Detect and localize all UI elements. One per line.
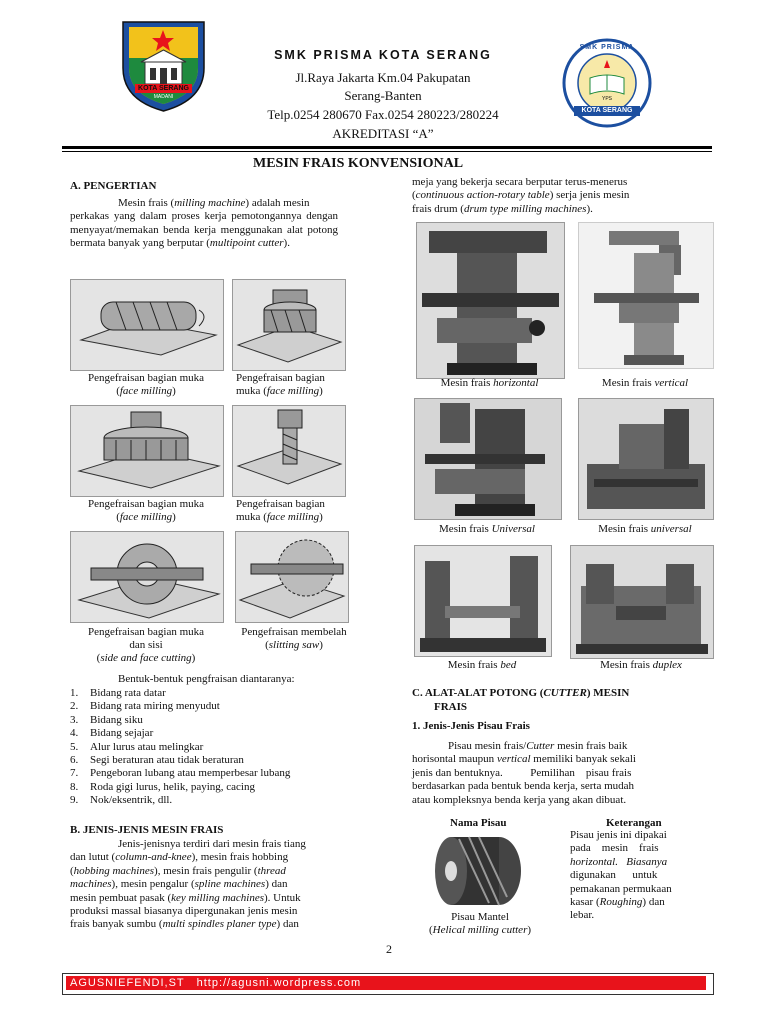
figure-caption	[236, 498, 346, 524]
caption-italic: face milling	[266, 511, 320, 523]
footer-text: AGUSNIEFENDI,ST http://agusni.wordpress.com	[70, 977, 362, 989]
left-logo-banner: KOTA SERANG	[135, 84, 192, 93]
figure-caption: Pengefraisan bagian muka (face milling)	[66, 372, 226, 398]
heading-text: FRAIS	[434, 701, 468, 713]
caption-text: muka (	[236, 511, 267, 523]
photo-bed-milling-machine	[414, 545, 552, 657]
list-item: 8. Roda gigi lurus, helik, paying, cacing	[70, 780, 255, 793]
list-item-text: Alur lurus atau melingkar	[90, 740, 204, 753]
list-item: 7. Pengeboran lubang atau memperbesar lubang	[70, 767, 291, 780]
right-logo-banner: KOTA SERANG	[574, 106, 640, 116]
machine-caption	[570, 659, 712, 672]
figure-face-milling-3	[70, 405, 224, 497]
page-number: 2	[386, 942, 392, 956]
para-italic: machines	[70, 878, 112, 891]
para-italic: continuous action-rotary table	[415, 189, 550, 202]
machine-caption	[578, 523, 712, 536]
heading-italic: CUTTER	[543, 687, 587, 699]
caption-line: Pengefraisan bagian	[236, 498, 325, 510]
right-logo-ring-text: SMK PRISMA	[579, 44, 635, 51]
list-item-text: Bidang rata miring menyudut	[90, 700, 220, 713]
list-item: 5. Alur lurus atau melingkar	[70, 740, 204, 753]
machine-caption	[578, 377, 712, 390]
figure-face-milling-2	[232, 279, 346, 371]
figure-side-face-cutting	[70, 531, 224, 623]
para-text: lebar.	[570, 909, 595, 922]
caption-text: Mesin frais	[447, 659, 501, 671]
para-text: ).	[586, 202, 593, 215]
caption-text: )	[319, 385, 323, 397]
figure-end-milling	[232, 405, 346, 497]
section-c-heading	[412, 686, 629, 714]
para-text: mesin frais baik	[554, 740, 628, 752]
list-item-text: Roda gigi lurus, helik, paying, cacing	[90, 780, 255, 793]
para-text: dan lutut (	[70, 851, 116, 864]
para-text: (	[412, 189, 416, 202]
list-item: 9. Nok/eksentrik, dll.	[70, 794, 173, 807]
section-c-paragraph	[412, 740, 712, 807]
photo-duplex-milling-machine	[570, 545, 714, 659]
caption-italic: side and face cutting	[100, 652, 192, 664]
para-text: ), mesin frais pengulir (	[154, 864, 258, 877]
caption-italic: slitting saw	[268, 639, 320, 651]
para-text: jenis dan bentuknya. Pemilihan pisau frais	[412, 766, 632, 779]
page-title: MESIN FRAIS KONVENSIONAL	[253, 156, 464, 171]
section-b-paragraph	[70, 838, 345, 932]
para-italic: column-and-knee	[115, 851, 192, 864]
machine-caption	[414, 523, 560, 536]
para-text: Jenis-jenisnya terdiri dari mesin frais tiang	[118, 838, 306, 850]
heading-text: ) MESIN	[586, 687, 630, 699]
para-italic: key milling machines	[171, 891, 264, 904]
list-item-text: Segi beraturan atau tidak beraturan	[90, 754, 244, 767]
column-header-keterangan: Keterangan	[606, 817, 662, 829]
section-b-heading: B. JENIS-JENIS MESIN FRAIS	[70, 824, 224, 836]
para-text: ).	[283, 237, 290, 250]
caption-line: Pengefraisan membelah	[241, 626, 347, 638]
para-text: ) dan	[276, 918, 299, 931]
phone-line: Telp.0254 280670 Fax.0254 280223/280224	[267, 107, 499, 122]
para-text: pemakanan permukaan	[570, 882, 672, 895]
list-item-text: Bidang rata datar	[90, 687, 166, 699]
section-c-subheading: 1. Jenis-Jenis Pisau Frais	[412, 720, 530, 732]
para-italic: milling machine	[174, 197, 246, 209]
header-rule-thick	[62, 146, 712, 149]
para-text: ) dan	[265, 878, 288, 891]
para-text: berdasarkan pada bentuk benda kerja, serta mudah	[412, 780, 635, 793]
address-line-1: Jl.Raya Jakarta Km.04 Pakupatan	[295, 70, 471, 85]
para-italic: hobbing machines	[73, 864, 155, 877]
section-a-paragraph	[70, 197, 338, 251]
list-item: 1. Bidang rata datar	[70, 687, 166, 699]
caption-italic: face milling	[266, 385, 320, 397]
caption-line: dan sisi	[129, 639, 163, 651]
photo-vertical-milling-machine	[578, 222, 714, 369]
para-text: meja yang bekerja secara berputar terus-menerus	[412, 176, 628, 188]
left-logo	[117, 18, 210, 113]
caption-line: Pisau Mantel	[451, 911, 509, 923]
caption-text: Mesin frais	[600, 659, 653, 671]
para-text: frais banyak sumbu (	[70, 918, 163, 931]
list-item: 3. Bidang siku	[70, 713, 143, 726]
para-italic: vertical	[496, 753, 531, 766]
photo-universal-milling-machine-1	[414, 398, 562, 520]
figure-caption: Pengefraisan membelah (slitting saw)	[228, 626, 360, 652]
photo-universal-milling-machine-2	[578, 398, 714, 520]
list-item-text: Nok/eksentrik, dll.	[90, 794, 173, 807]
caption-text: )	[319, 511, 323, 523]
para-text: ) adalah mesin	[245, 197, 310, 209]
cutter-caption: Pisau Mantel (Helical milling cutter)	[412, 911, 548, 937]
para-italic: horizontal. Biasanya	[570, 855, 668, 868]
para-italic: multi spindles planer type	[162, 918, 277, 931]
list-item-text: Pengeboran lubang atau memperbesar lubang	[90, 767, 291, 780]
para-text: kasar (	[570, 896, 600, 909]
accreditation: AKREDITASI “A”	[332, 126, 434, 141]
caption-italic: horizontal	[493, 377, 539, 389]
para-italic: Roughing	[599, 896, 643, 909]
para-text: horisontal maupun	[412, 753, 497, 766]
caption-italic: vertical	[654, 377, 689, 389]
column-header-nama-pisau: Nama Pisau	[450, 817, 507, 829]
para-text: ) serja jenis mesin	[549, 189, 630, 202]
para-italic: spline machines	[194, 878, 266, 891]
list-item: 2. Bidang rata miring menyudut	[70, 700, 220, 713]
caption-italic: universal	[650, 523, 692, 535]
figure-face-milling-1	[70, 279, 224, 371]
bentuk-intro: Bentuk-bentuk pengfraisan diantaranya:	[118, 673, 295, 685]
caption-text: Mesin frais	[601, 377, 655, 389]
photo-horizontal-milling-machine	[416, 222, 565, 379]
caption-italic: bed	[500, 659, 517, 671]
para-text: atau kompleksnya benda kerja yang akan dibuat.	[412, 793, 627, 806]
para-text: Pisau jenis ini dipakai	[570, 829, 667, 841]
para-text: Pisau mesin frais/	[448, 740, 527, 752]
para-text: produksi massal biasanya dipergunakan jenis mesin	[70, 905, 298, 918]
caption-line: Pengefraisan bagian muka	[87, 626, 205, 638]
para-italic: thread	[257, 864, 286, 877]
caption-italic: duplex	[652, 659, 682, 671]
caption-text: muka (	[236, 385, 267, 397]
para-text: ), mesin pengalur (	[111, 878, 195, 891]
caption-text: Mesin frais	[439, 523, 492, 535]
machine-caption	[416, 377, 563, 390]
list-item: 4. Bidang sejajar	[70, 727, 154, 740]
list-item-text: Bidang siku	[90, 713, 143, 726]
para-text: ) dan	[642, 896, 665, 909]
para-text: Mesin frais (	[118, 197, 175, 209]
machine-caption	[414, 659, 550, 672]
figure-caption	[236, 372, 346, 398]
para-italic: Cutter	[526, 740, 555, 752]
para-text: (	[70, 864, 74, 877]
figure-slitting-saw	[235, 531, 349, 623]
school-name: SMK PRISMA KOTA SERANG	[274, 48, 492, 62]
heading-text: C. ALAT-ALAT POTONG (	[412, 687, 544, 699]
list-item: 6. Segi beraturan atau tidak beraturan	[70, 754, 244, 767]
right-logo	[562, 38, 652, 128]
list-item-text: Bidang sejajar	[90, 727, 154, 740]
caption-text: Mesin frais	[598, 523, 651, 535]
para-italic: drum type milling machines	[463, 202, 587, 215]
para-italic: multipoint cutter	[209, 237, 284, 250]
header-rule-thin	[62, 151, 712, 152]
right-logo-badge: YPS	[601, 96, 612, 102]
figure-caption: Pengefraisan bagian muka (face milling)	[66, 498, 226, 524]
para-text: frais drum (	[412, 202, 464, 215]
para-text: ). Untuk	[264, 891, 301, 904]
para-text: ), mesin frais hobbing	[191, 851, 289, 864]
caption-text: Mesin frais	[440, 377, 494, 389]
address-line-2: Serang-Banten	[344, 88, 422, 103]
para-text: memiliki banyak sekali	[530, 753, 636, 766]
bentuk-list	[70, 687, 350, 808]
para-text: perkakas yang dalam proses kerja pemotongannya dengan menyayat/memakan benda kerja menggunakan alat potong bermata banyak yang berputar (	[70, 210, 338, 250]
photo-helical-milling-cutter	[428, 830, 534, 912]
para-text: pada mesin frais	[570, 842, 659, 855]
caption-line: Pengefraisan bagian muka	[87, 372, 205, 384]
caption-italic: Helical milling cutter	[432, 924, 528, 936]
caption-line: Pengefraisan bagian	[236, 372, 325, 384]
section-a-heading: A. PENGERTIAN	[70, 180, 157, 192]
figure-caption: Pengefraisan bagian muka dan sisi (side and face cutting)	[66, 626, 226, 665]
cutter-description	[570, 829, 700, 923]
caption-line: Pengefraisan bagian muka	[87, 498, 205, 510]
caption-italic: face milling	[119, 511, 173, 523]
caption-italic: face milling	[119, 385, 173, 397]
left-logo-sub: MADANI	[153, 94, 174, 100]
caption-italic: Universal	[491, 523, 535, 535]
para-text: digunakan untuk	[570, 869, 658, 882]
right-intro-paragraph	[412, 176, 712, 216]
para-text: mesin pembuat pasak (	[70, 891, 172, 904]
